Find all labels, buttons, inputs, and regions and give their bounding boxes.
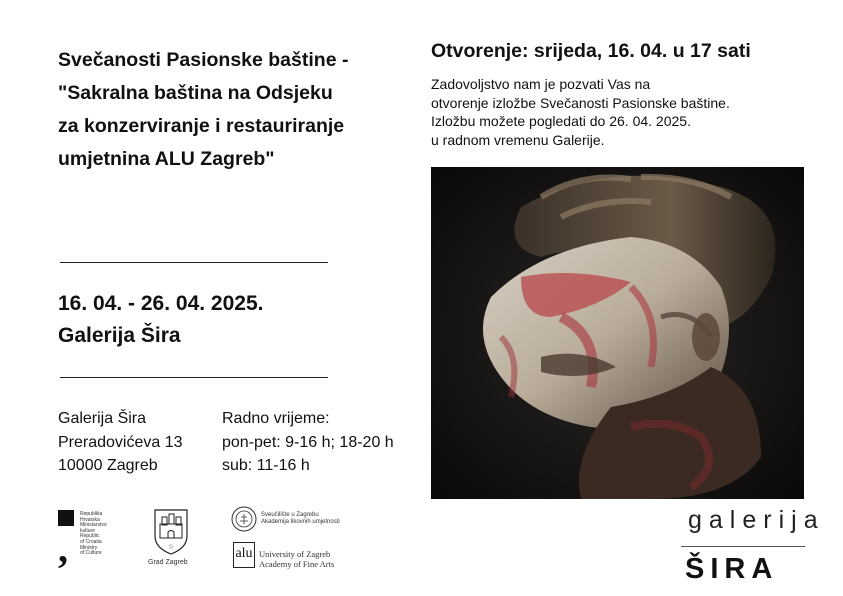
brand-galerija: galerija (688, 506, 825, 534)
alu-monogram-icon: alu (233, 542, 255, 568)
invitation-line-1: Zadovoljstvo nam je pozvati Vas na (431, 76, 651, 92)
hours-block (222, 407, 394, 478)
zagreb-crest-icon (151, 508, 191, 556)
ministry-comma-icon: , (58, 526, 68, 571)
ministry-text: Republika Hrvatska Ministarstvo kulture Republic of Croatia Ministry of Culture (80, 511, 107, 557)
title-line-2: "Sakralna baština na Odsjeku (58, 82, 333, 104)
zagreb-label: Grad Zagreb (148, 559, 188, 566)
divider-bottom (60, 377, 328, 378)
university-english-text: University of Zagreb Academy of Fine Arts (259, 549, 335, 569)
venue-name: Galerija Šira (58, 324, 181, 347)
brand-sira: ŠIRA (685, 553, 779, 585)
invitation-line-2: otvorenje izložbe Svečanosti Pasionske baštine. (431, 94, 730, 111)
exhibition-dates: 16. 04. - 26. 04. 2025. (58, 292, 264, 315)
ministry-square-icon (58, 510, 74, 526)
university-seal-icon (231, 506, 257, 532)
address-line-2: Preradovićeva 13 (58, 433, 183, 451)
invitation-line-4: u radnom vremenu Galerije. (431, 131, 605, 148)
hours-weekdays: pon-pet: 9-16 h; 18-20 h (222, 433, 394, 451)
sculpture-photo (431, 167, 804, 499)
title-line-4: umjetnina ALU Zagreb" (58, 148, 275, 170)
zagreb-logo (148, 508, 193, 572)
svg-text:☆: ☆ (167, 543, 175, 551)
invitation-text (431, 75, 730, 149)
divider-top (60, 262, 328, 263)
address-line-1: Galerija Šira (58, 410, 147, 427)
ministry-logo (58, 510, 128, 570)
title-line-1: Svečanosti Pasionske baštine - (58, 49, 349, 71)
hours-heading: Radno vrijeme: (222, 410, 330, 427)
sculpture-image (431, 167, 804, 499)
opening-heading: Otvorenje: srijeda, 16. 04. u 17 sati (431, 40, 751, 62)
address-block (58, 407, 183, 478)
date-venue-block (58, 288, 264, 352)
hours-saturday: sub: 11-16 h (222, 457, 310, 474)
brand-divider (681, 546, 805, 547)
exhibition-title (58, 44, 408, 176)
address-line-3: 10000 Zagreb (58, 457, 158, 474)
university-text: Sveučilište u Zagrebu Akademija likovnih umjetnosti (261, 512, 340, 525)
university-logo (231, 506, 371, 572)
invitation-line-3: Izložbu možete pogledati do 26. 04. 2025. (431, 113, 691, 129)
title-line-3: za konzerviranje i restauriranje (58, 115, 345, 137)
